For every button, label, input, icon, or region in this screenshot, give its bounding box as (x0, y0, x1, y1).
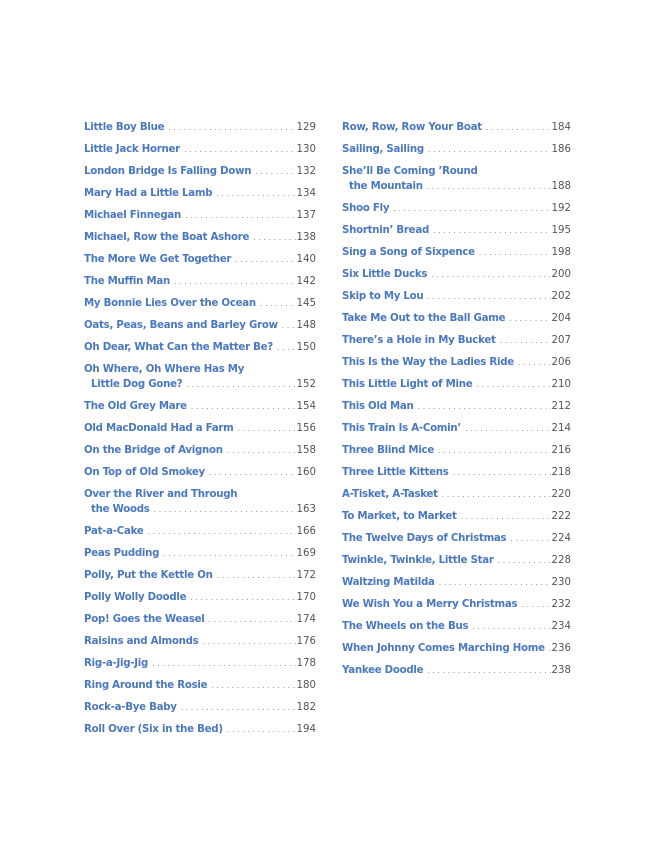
toc-entry-line (342, 267, 571, 282)
toc-entry-line (342, 120, 571, 135)
toc-entry[interactable] (84, 590, 316, 605)
toc-page-number: 210 (551, 379, 571, 390)
toc-entry[interactable] (84, 399, 316, 414)
toc-entry-line (84, 443, 316, 458)
toc-entry-line (342, 377, 571, 392)
leader-dots (433, 223, 551, 238)
toc-entry-line (342, 421, 571, 436)
toc-entry-title: London Bridge Is Falling Down (84, 166, 252, 177)
toc-entry-line (84, 421, 316, 436)
toc-entry-line (342, 142, 571, 157)
toc-entry-title-continued: the Mountain (349, 181, 423, 192)
toc-entry-line (84, 377, 316, 392)
leader-dots (486, 120, 551, 135)
toc-page-number: 134 (296, 188, 316, 199)
leader-dots (217, 568, 296, 583)
toc-page-number: 140 (296, 254, 316, 265)
leader-dots (428, 142, 551, 157)
leader-dots (168, 120, 295, 135)
toc-entry[interactable] (84, 524, 316, 539)
leader-dots (465, 421, 551, 436)
toc-entry[interactable] (84, 274, 316, 289)
toc-page-number: 182 (296, 702, 316, 713)
toc-entry-title: Pop! Goes the Weasel (84, 614, 205, 625)
toc-entry[interactable] (342, 531, 571, 546)
toc-entry-title: Oh Where, Oh Where Has My (84, 364, 245, 375)
leader-dots (438, 443, 551, 458)
toc-entry-line (342, 164, 571, 179)
toc-page-number: 129 (296, 122, 316, 133)
toc-entry[interactable] (84, 362, 316, 392)
toc-entry-line (84, 524, 316, 539)
toc-page-number: 172 (296, 570, 316, 581)
toc-entry[interactable] (342, 597, 571, 612)
toc-entry-line (342, 597, 571, 612)
toc-entry-line (84, 590, 316, 605)
leader-dots (393, 201, 550, 216)
toc-page-number: 236 (551, 643, 571, 654)
toc-entry-line (342, 289, 571, 304)
toc-entry[interactable] (342, 465, 571, 480)
toc-page-number: 154 (296, 401, 316, 412)
toc-page-number: 176 (296, 636, 316, 647)
toc-entry-line (342, 399, 571, 414)
toc-page-number: 137 (296, 210, 316, 221)
toc-entry[interactable] (84, 120, 316, 135)
toc-entry-line (84, 318, 316, 333)
toc-page-number: 174 (296, 614, 316, 625)
toc-entry-line (84, 465, 316, 480)
toc-entry[interactable] (84, 142, 316, 157)
toc-page-number: 186 (551, 144, 571, 155)
toc-page-number: 224 (551, 533, 571, 544)
toc-page-number: 166 (296, 526, 316, 537)
toc-entry[interactable] (84, 656, 316, 671)
toc-page-number: 207 (551, 335, 571, 346)
leader-dots (476, 377, 550, 392)
toc-page-number: 238 (551, 665, 571, 676)
toc-page-number: 220 (551, 489, 571, 500)
toc-entry-line (84, 252, 316, 267)
leader-dots (181, 700, 296, 715)
leader-dots (154, 502, 296, 517)
leader-dots (235, 252, 295, 267)
leader-dots (431, 267, 550, 282)
leader-dots (216, 186, 295, 201)
toc-entry-title: Three Little Kittens (342, 467, 449, 478)
leader-dots (439, 575, 551, 590)
toc-entry-line (84, 700, 316, 715)
toc-entry[interactable] (84, 568, 316, 583)
leader-dots (509, 311, 550, 326)
toc-entry-title: This Is the Way the Ladies Ride (342, 357, 514, 368)
toc-entry[interactable] (342, 355, 571, 370)
leader-dots (163, 546, 295, 561)
toc-entry[interactable] (84, 700, 316, 715)
toc-page-number: 148 (296, 320, 316, 331)
leader-dots (184, 142, 296, 157)
toc-entry-title: Raisins and Almonds (84, 636, 199, 647)
toc-entry-title: This Old Man (342, 401, 414, 412)
toc-page-number: 142 (296, 276, 316, 287)
toc-entry-title: Ring Around the Rosie (84, 680, 208, 691)
toc-entry-title: Skip to My Lou (342, 291, 424, 302)
toc-entry[interactable] (342, 245, 571, 260)
toc-entry[interactable] (342, 487, 571, 502)
toc-entry[interactable] (84, 318, 316, 333)
toc-page-number: 156 (296, 423, 316, 434)
leader-dots (510, 531, 550, 546)
toc-entry[interactable] (84, 546, 316, 561)
toc-page-number: 145 (296, 298, 316, 309)
leader-dots (453, 465, 551, 480)
toc-entry-title: A-Tisket, A-Tasket (342, 489, 438, 500)
toc-page-number: 138 (296, 232, 316, 243)
toc-entry-line (84, 164, 316, 179)
toc-entry[interactable] (342, 509, 571, 524)
toc-entry-title: Pat-a-Cake (84, 526, 144, 537)
leader-dots (427, 179, 551, 194)
toc-entry-title: Sailing, Sailing (342, 144, 424, 155)
toc-page-number: 198 (551, 247, 571, 258)
toc-page-number: 169 (296, 548, 316, 559)
toc-page-number: 212 (551, 401, 571, 412)
toc-entry-title: Peas Pudding (84, 548, 160, 559)
leader-dots (227, 722, 296, 737)
toc-entry-title: On Top of Old Smokey (84, 467, 205, 478)
toc-page-number: 170 (296, 592, 316, 603)
leader-dots (227, 443, 296, 458)
toc-page-number: 214 (551, 423, 571, 434)
toc-entry[interactable] (84, 421, 316, 436)
toc-entry-line (342, 245, 571, 260)
toc-entry-line (84, 487, 316, 502)
leader-dots (174, 274, 296, 289)
toc-entry[interactable] (84, 208, 316, 223)
toc-entry-title: The Old Grey Mare (84, 401, 187, 412)
toc-entry-line (342, 311, 571, 326)
toc-entry-title: Oats, Peas, Beans and Barley Grow (84, 320, 278, 331)
toc-page-number: 222 (551, 511, 571, 522)
toc-entry[interactable] (84, 340, 316, 355)
toc-page-number: 228 (551, 555, 571, 566)
toc-page-number: 163 (296, 504, 316, 515)
leader-dots (427, 663, 550, 678)
toc-entry-line (342, 355, 571, 370)
leader-dots (521, 597, 550, 612)
toc-entry-title: Take Me Out to the Ball Game (342, 313, 506, 324)
leader-dots (185, 208, 296, 223)
toc-entry-title: The Wheels on the Bus (342, 621, 469, 632)
leader-dots (209, 465, 296, 480)
toc-page-number: 192 (551, 203, 571, 214)
toc-entry-line (342, 663, 571, 678)
toc-page-number: 184 (551, 122, 571, 133)
toc-entry[interactable] (342, 641, 571, 656)
toc-entry[interactable] (84, 186, 316, 201)
toc-entry-line (84, 142, 316, 157)
toc-entry-line (84, 120, 316, 135)
toc-page-number: 130 (296, 144, 316, 155)
leader-dots (427, 289, 550, 304)
toc-entry[interactable] (342, 267, 571, 282)
toc-entry-line (84, 399, 316, 414)
toc-entry[interactable] (342, 575, 571, 590)
toc-entry-line (84, 656, 316, 671)
leader-dots (277, 340, 296, 355)
toc-entry[interactable] (342, 421, 571, 436)
toc-entry-title: Michael Finnegan (84, 210, 182, 221)
leader-dots (549, 641, 551, 656)
toc-entry-title: The Twelve Days of Christmas (342, 533, 507, 544)
toc-entry-title: My Bonnie Lies Over the Ocean (84, 298, 256, 309)
toc-entry-line (342, 619, 571, 634)
toc-entry[interactable] (84, 487, 316, 517)
leader-dots (260, 296, 296, 311)
leader-dots (255, 164, 295, 179)
toc-entry-title: Yankee Doodle (342, 665, 424, 676)
leader-dots (209, 612, 296, 627)
toc-entry-title: Little Boy Blue (84, 122, 165, 133)
leader-dots (191, 399, 296, 414)
toc-entry[interactable] (342, 377, 571, 392)
toc-entry-title: Mary Had a Little Lamb (84, 188, 213, 199)
toc-entry-title: She’ll Be Coming ’Round (342, 166, 478, 177)
leader-dots (518, 355, 551, 370)
toc-entry-title: There’s a Hole in My Bucket (342, 335, 496, 346)
toc-page-number: 206 (551, 357, 571, 368)
toc-entry[interactable] (342, 289, 571, 304)
toc-page-number: 132 (296, 166, 316, 177)
toc-entry[interactable] (84, 722, 316, 737)
toc-entry[interactable] (342, 443, 571, 458)
toc-entry-title: Old MacDonald Had a Farm (84, 423, 234, 434)
toc-entry[interactable] (342, 619, 571, 634)
toc-entry-title: This Train Is A-Comin’ (342, 423, 462, 434)
toc-column-left (84, 120, 316, 744)
toc-entry-title: The More We Get Together (84, 254, 232, 265)
toc-entry-title: We Wish You a Merry Christmas (342, 599, 518, 610)
toc-entry[interactable] (342, 120, 571, 135)
toc-entry-title: Little Jack Horner (84, 144, 180, 155)
toc-entry-line (84, 296, 316, 311)
toc-page-number: 152 (296, 379, 316, 390)
leader-dots (472, 619, 550, 634)
toc-entry-title: This Little Light of Mine (342, 379, 473, 390)
toc-page-number: 178 (296, 658, 316, 669)
toc-column-right (342, 120, 571, 685)
toc-entry-title: Sing a Song of Sixpence (342, 247, 475, 258)
toc-entry-title: Polly, Put the Kettle On (84, 570, 213, 581)
toc-entry-line (84, 208, 316, 223)
toc-entry-title: Oh Dear, What Can the Matter Be? (84, 342, 273, 353)
leader-dots (148, 524, 296, 539)
toc-entry-title-continued: the Woods (91, 504, 150, 515)
toc-entry-line (342, 575, 571, 590)
leader-dots (186, 377, 295, 392)
toc-entry-line (342, 443, 571, 458)
toc-entry-line (84, 634, 316, 649)
toc-entry-title: Twinkle, Twinkle, Little Star (342, 555, 494, 566)
toc-entry[interactable] (84, 230, 316, 245)
toc-entry-title: Row, Row, Row Your Boat (342, 122, 482, 133)
leader-dots (238, 421, 296, 436)
toc-entry-line (84, 186, 316, 201)
toc-page-number: 158 (296, 445, 316, 456)
toc-page-number: 202 (551, 291, 571, 302)
toc-entry-title: Roll Over (Six in the Bed) (84, 724, 223, 735)
toc-entry-title: The Muffin Man (84, 276, 170, 287)
toc-page-number: 204 (551, 313, 571, 324)
toc-entry[interactable] (84, 296, 316, 311)
toc-entry-line (84, 274, 316, 289)
toc-entry-title: On the Bridge of Avignon (84, 445, 223, 456)
toc-page-number: 230 (551, 577, 571, 588)
toc-entry[interactable] (84, 443, 316, 458)
toc-entry[interactable] (342, 663, 571, 678)
toc-page-number: 232 (551, 599, 571, 610)
leader-dots (442, 487, 551, 502)
toc-page-number: 195 (551, 225, 571, 236)
toc-entry-title: Waltzing Matilda (342, 577, 435, 588)
toc-entry-line (342, 641, 571, 656)
toc-entry-line (84, 546, 316, 561)
toc-entry[interactable] (342, 164, 571, 194)
toc-entry-line (84, 612, 316, 627)
toc-entry-line (84, 502, 316, 517)
toc-page-number: 200 (551, 269, 571, 280)
toc-entry-line (84, 678, 316, 693)
toc-entry[interactable] (342, 201, 571, 216)
toc-entry[interactable] (342, 553, 571, 568)
leader-dots (479, 245, 551, 260)
toc-entry-line (342, 465, 571, 480)
leader-dots (461, 509, 551, 524)
toc-entry-line (84, 362, 316, 377)
toc-entry-line (84, 340, 316, 355)
toc-page-number: 216 (551, 445, 571, 456)
toc-entry-title: Michael, Row the Boat Ashore (84, 232, 250, 243)
toc-entry[interactable] (342, 311, 571, 326)
toc-entry-title: Six Little Ducks (342, 269, 428, 280)
toc-page-number: 234 (551, 621, 571, 632)
toc-entry-line (84, 568, 316, 583)
toc-entry-line (342, 487, 571, 502)
toc-page-number: 180 (296, 680, 316, 691)
toc-entry-line (342, 333, 571, 348)
toc-entry-line (342, 531, 571, 546)
leader-dots (202, 634, 295, 649)
toc-entry-line (342, 179, 571, 194)
toc-page-number: 188 (551, 181, 571, 192)
toc-entry[interactable] (84, 465, 316, 480)
toc-entry-line (342, 223, 571, 238)
toc-page-number: 160 (296, 467, 316, 478)
toc-entry-line (342, 201, 571, 216)
leader-dots (498, 553, 551, 568)
toc-entry-title: When Johnny Comes Marching Home (342, 643, 545, 654)
toc-entry-title-continued: Little Dog Gone? (91, 379, 183, 390)
toc-entry[interactable] (342, 142, 571, 157)
toc-page-number: 150 (296, 342, 316, 353)
toc-page-number: 194 (296, 724, 316, 735)
toc-entry-title: Polly Wolly Doodle (84, 592, 187, 603)
leader-dots (253, 230, 295, 245)
leader-dots (190, 590, 295, 605)
toc-entry-title: Shoo Fly (342, 203, 390, 214)
toc-page-number: 218 (551, 467, 571, 478)
toc-entry-title: Rig-a-Jig-Jig (84, 658, 149, 669)
toc-entry-title: Rock-a-Bye Baby (84, 702, 177, 713)
toc-entry[interactable] (342, 333, 571, 348)
toc-entry-line (84, 722, 316, 737)
toc-entry-title: Three Blind Mice (342, 445, 435, 456)
toc-entry-line (342, 553, 571, 568)
toc-entry[interactable] (84, 678, 316, 693)
toc-entry-line (84, 230, 316, 245)
leader-dots (282, 318, 296, 333)
toc-entry[interactable] (342, 223, 571, 238)
toc-entry[interactable] (84, 164, 316, 179)
toc-entry[interactable] (84, 612, 316, 627)
leader-dots (500, 333, 551, 348)
toc-entry-title: Over the River and Through (84, 489, 238, 500)
leader-dots (152, 656, 295, 671)
leader-dots (418, 399, 551, 414)
toc-entry[interactable] (342, 399, 571, 414)
toc-entry-line (342, 509, 571, 524)
toc-entry[interactable] (84, 252, 316, 267)
toc-entry[interactable] (84, 634, 316, 649)
toc-entry-title: To Market, to Market (342, 511, 457, 522)
toc-entry-title: Shortnin’ Bread (342, 225, 430, 236)
leader-dots (211, 678, 295, 693)
